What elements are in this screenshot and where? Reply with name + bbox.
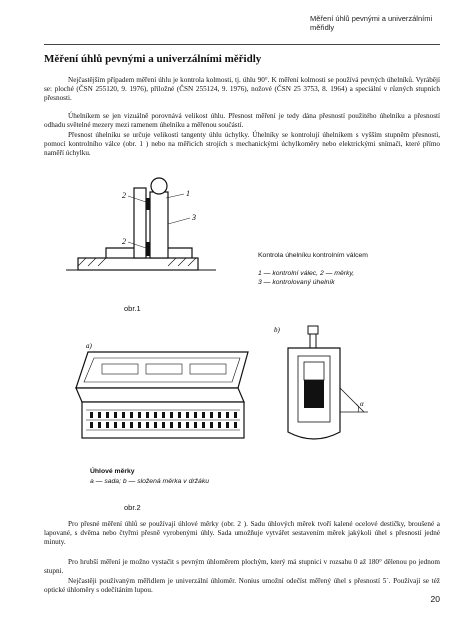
callout-label: 3 [192, 213, 196, 222]
paragraph-6: Nejčastěji používaným měřidlem je univerzální úhloměr. Nonius umožní odečíst měřený úhel s přesností 5´. Používají se též optické úhloměry s odečítáním lupou. [44, 577, 440, 594]
panel-a-label: a) [86, 342, 92, 350]
figure-1-label: obr.1 [124, 304, 141, 313]
figure-1-legend-2: 3 — kontrolovaný úhelník [258, 279, 335, 286]
figure-2a-drawing [72, 338, 254, 448]
callout-label: 2 [122, 237, 126, 246]
figure-1-drawing [66, 168, 236, 288]
header-rule [44, 44, 440, 45]
figure-2b-drawing [264, 322, 374, 452]
page-number: 20 [430, 594, 440, 604]
paragraph-3: Přesnost úhelníku se určuje velikostí tangenty úhlu úchylky. Úhelníky se kontrolují úhelníkem s vyšším stupněm přesnosti, pomocí kontrolního válce (obr. 1 ) nebo na měřicích strojích s mechanickými úchylkoměry nebo elektrickými snímači, které přímo naměří úchylku. [44, 131, 440, 157]
paragraph-2: Úhelníkem se jen vizuálně porovnává velikost úhlu. Přesnost měření je tedy dána přesností použitého úhelníku a přesností odhadu světelné mezery mezi ramenem úhelníku a měřenou součástí. [44, 112, 440, 129]
panel-b-label: b) [274, 326, 280, 334]
paragraph-1: Nejčastějším případem měření úhlu je kontrola kolmosti, tj. úhlu 90°. K měření kolmosti se používá pevných úhelníků. Vyrábějí se: ploché (ČSN 255120, 9. 1976), příložné (ČSN 255124, 9. 1976), nožové (ČSN 25 3753, 8. 1964) a speciální v různých stupních přesnosti. [44, 76, 440, 102]
running-header: Měření úhlů pevnými a univerzálními měřidly [310, 14, 433, 32]
figure-1-legend-1: 1 — kontrolní válec, 2 — měrky, [258, 270, 355, 277]
section-title: Měření úhlů pevnými a univerzálními měřidly [44, 53, 262, 65]
figure-2-caption-title: Úhlové měrky [90, 468, 135, 475]
paragraph-4: Pro přesné měření úhlů se používají úhlové měrky (obr. 2 ). Sadu úhlových měrek tvoří kalené ocelové destičky, broušené a lapované, s dvěma nebo čtyřmi přesně vyrobenými úhly. Sada umožňuje vytvářet sestavením měrek jakýkoli úhel s přesností jedné minuty. [44, 520, 440, 546]
callout-label: 1 [186, 189, 190, 198]
paragraph-5: Pro hrubší měření je možno vystačit s pevným úhloměrem plochým, který má stupnici v rozsahu 0 až 180° dělenou po jednom stupni. [44, 558, 440, 575]
angle-alpha-label: α [360, 400, 364, 408]
callout-label: 2 [122, 191, 126, 200]
figure-2-label: obr.2 [124, 503, 141, 512]
figure-1-caption-title: Kontrola úhelníku kontrolním válcem [258, 252, 368, 259]
figure-2-caption-sub: a — sada; b — složená měrka v držáku [90, 478, 209, 485]
